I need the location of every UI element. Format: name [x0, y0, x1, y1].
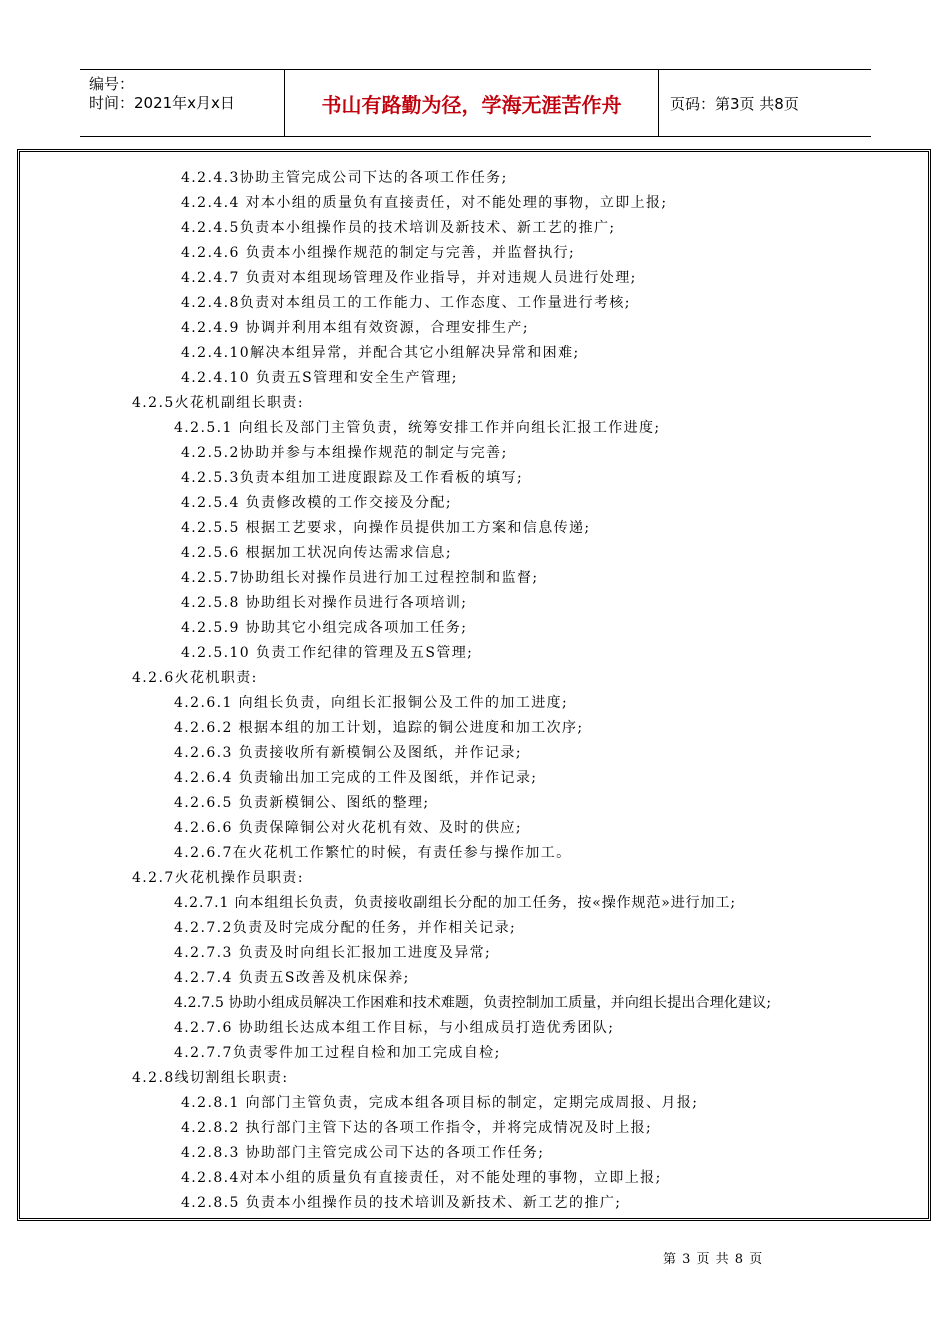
clause-line: 4.2.4.8负责对本组员工的工作能力、工作态度、工作量进行考核; — [181, 295, 631, 311]
clause-line: 4.2.5.4 负责修改模的工作交接及分配; — [181, 495, 452, 511]
clause-line: 4.2.8.1 向部门主管负责，完成本组各项目标的制定，定期完成周报、月报; — [181, 1095, 699, 1111]
header-motto: 书山有路勤为径，学海无涯苦作舟 — [285, 70, 659, 136]
clause-line: 4.2.4.10 负责五S管理和安全生产管理; — [181, 370, 458, 386]
clause-line: 4.2.5.5 根据工艺要求，向操作员提供加工方案和信息传递; — [181, 520, 591, 536]
clause-line: 4.2.5.8 协助组长对操作员进行各项培训; — [181, 595, 468, 611]
clause-line: 4.2.7.4 负责五S改善及机床保养; — [174, 970, 410, 986]
section-heading: 4.2.5火花机副组长职责: — [132, 395, 304, 411]
clause-line: 4.2.7.6 协助组长达成本组工作目标，与小组成员打造优秀团队; — [174, 1020, 615, 1036]
clause-line: 4.2.4.3协助主管完成公司下达的各项工作任务; — [181, 170, 508, 186]
clause-line: 4.2.6.4 负责输出加工完成的工件及图纸，并作记录; — [174, 770, 538, 786]
clause-line: 4.2.6.1 向组长负责，向组长汇报铜公及工件的加工进度; — [174, 695, 569, 711]
clause-line: 4.2.4.9 协调并利用本组有效资源，合理安排生产; — [181, 320, 529, 336]
clause-line: 4.2.8.4对本小组的质量负有直接责任，对不能处理的事物，立即上报; — [181, 1170, 662, 1186]
section-heading: 4.2.6火花机职责: — [132, 670, 258, 686]
clause-line: 4.2.6.2 根据本组的加工计划，追踪的铜公进度和加工次序; — [174, 720, 584, 736]
clause-line: 4.2.8.5 负责本小组操作员的技术培训及新技术、新工艺的推广; — [181, 1195, 622, 1211]
header-meta — [80, 70, 285, 136]
page-footer: 第 3 页 共 8 页 — [663, 1252, 764, 1267]
page-header — [80, 69, 871, 137]
clause-line: 4.2.5.9 协助其它小组完成各项加工任务; — [181, 620, 468, 636]
clause-line: 4.2.6.6 负责保障铜公对火花机有效、及时的供应; — [174, 820, 522, 836]
clause-line: 4.2.6.3 负责接收所有新模铜公及图纸，并作记录; — [174, 745, 522, 761]
clause-line: 4.2.6.5 负责新模铜公、图纸的整理; — [174, 795, 430, 811]
clause-line: 4.2.7.5 协助小组成员解决工作困难和技术难题，负责控制加工质量，并向组长提出合理化建议; — [174, 995, 772, 1011]
clause-line: 4.2.7.1 向本组组长负责，负责接收副组长分配的加工任务，按«操作规范»进行加工; — [174, 895, 736, 911]
clause-line: 4.2.8.2 执行部门主管下达的各项工作指令，并将完成情况及时上报; — [181, 1120, 653, 1136]
section-heading: 4.2.8线切割组长职责: — [132, 1070, 289, 1086]
clause-line: 4.2.4.4 对本小组的质量负有直接责任，对不能处理的事物，立即上报; — [181, 195, 668, 211]
clause-line: 4.2.8.3 协助部门主管完成公司下达的各项工作任务; — [181, 1145, 545, 1161]
clause-line: 4.2.5.7协助组长对操作员进行加工过程控制和监督; — [181, 570, 539, 586]
clause-line: 4.2.5.3负责本组加工进度跟踪及工作看板的填写; — [181, 470, 524, 486]
clause-line: 4.2.7.2负责及时完成分配的任务，并作相关记录; — [174, 920, 517, 936]
document-date: 时间：2021年x月x日 — [89, 94, 235, 112]
document-code-label: 编号： — [89, 75, 135, 93]
clause-line: 4.2.5.10 负责工作纪律的管理及五S管理; — [181, 645, 474, 661]
clause-line: 4.2.4.7 负责对本组现场管理及作业指导，并对违规人员进行处理; — [181, 270, 637, 286]
section-heading: 4.2.7火花机操作员职责: — [132, 870, 304, 886]
page-info-text: 页码：第3页 共8页 — [670, 94, 799, 113]
clause-line: 4.2.5.1 向组长及部门主管负责，统筹安排工作并向组长汇报工作进度; — [174, 420, 661, 436]
header-page-info — [664, 70, 869, 136]
clause-line: 4.2.7.3 负责及时向组长汇报加工进度及异常; — [174, 945, 492, 961]
clause-line: 4.2.4.5负责本小组操作员的技术培训及新技术、新工艺的推广; — [181, 220, 616, 236]
clause-line: 4.2.4.10解决本组异常，并配合其它小组解决异常和困难; — [181, 345, 580, 361]
clause-line: 4.2.4.6 负责本小组操作规范的制定与完善，并监督执行; — [181, 245, 576, 261]
clause-line: 4.2.7.7负责零件加工过程自检和加工完成自检; — [174, 1045, 501, 1061]
clause-line: 4.2.5.6 根据加工状况向传达需求信息; — [181, 545, 452, 561]
clause-line: 4.2.6.7在火花机工作繁忙的时候，有责任参与操作加工。 — [174, 845, 572, 861]
clause-line: 4.2.5.2协助并参与本组操作规范的制定与完善; — [181, 445, 508, 461]
